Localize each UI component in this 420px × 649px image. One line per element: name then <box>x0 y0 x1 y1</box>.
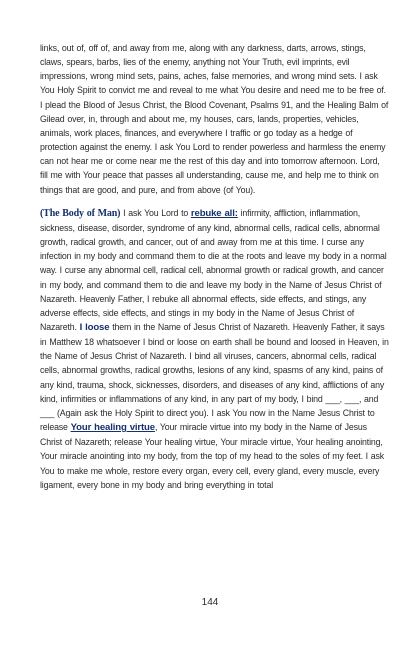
emphasis-loose: I loose <box>79 321 110 333</box>
page-number: 144 <box>201 597 219 608</box>
emphasis-healing-virtue: Your healing virtue <box>70 422 155 434</box>
text-run: I ask You Lord to <box>120 207 191 218</box>
text-run: infirmity, affliction, inflammation, sickness, disease, disorder, syndrome of any kind, abnormal cells, radical cells, abnormal growth, radical growth, and cancer, out of and away from me at this time. I curse any infection in my body and command them to die at the roots and leave my body in a normal way. I curse any abnormal cell, radical cell, abnormal growth or radical growth, and cancer in my body, and command them to die and leave my body in the Name of Jesus Christ of Nazareth. Heavenly Father, I rebuke all abnormal effects, side effects, and stings, any adverse effects, side effects, and stings in my body in the Name of Jesus Christ of Nazareth. <box>40 207 387 332</box>
section-heading: (The Body of Man) <box>40 207 121 219</box>
emphasis-rebuke: rebuke all: <box>190 207 238 219</box>
text-run: them in the Name of Jesus Christ of Nazareth. Heavenly Father, it says in Matthew 18 whatsoever I bind or loose on earth shall be bound and loosed in Heaven, in the Name of Jesus Christ of Nazareth. I bind all viruses, cancers, abnormal cells, radical cells, abnormal growths, radical growths, lesions of any kind, spasms of any kind, pains of any kind, trauma, shock, sicknesses, disorders, and diseases of any kind, afflictions of any kind, infirmities or inflammations of any kind, in any part of my body, I bind ___, ___, and ___ (Again ask the Holy Spirit to direct you). I ask You now in the Name Jesus Christ to release <box>40 321 389 433</box>
text-run: , Your miracle virtue into my body in the Name of Jesus Christ of Nazareth; release Your healing virtue, Your miracle virtue, Your healing anointing, Your miracle anointing into my body, from the top of my head to the soles of my feet. I ask You to make me whole, restore every organ, every cell, every gland, every muscle, every ligament, every bone in my body and bring everything in total <box>40 422 384 490</box>
body-paragraph-1: links, out of, off of, and away from me, along with any darkness, darts, arrows, stings, claws, spears, barbs, lies of the enemy, anything not Your Truth, evil imprints, evil impressions, wrong mind sets, pains, aches, false memories, and wrong mind sets. I ask You Holy Spirit to convict me and reveal to me what You desire and need me to be free of. I plead the Blood of Jesus Christ, the Blood Covenant, Psalms 91, and the Healing Balm of Gilead over, in, through and about me, my houses, cars, lands, properties, vehicles, animals, work places, finances, and everywhere I traffic or go today as a hedge of protection against the enemy. I ask You Lord to render powerless and harmless the enemy can not hear me or come near me the rest of this day and into tomorrow afternoon. Lord, fill me with Your peace that passes all understanding, cause me, and help me to think on things that are good, and pure, and from above (of You). <box>40 43 389 195</box>
page-body <box>40 41 390 492</box>
body-paragraph-2 <box>40 206 390 492</box>
